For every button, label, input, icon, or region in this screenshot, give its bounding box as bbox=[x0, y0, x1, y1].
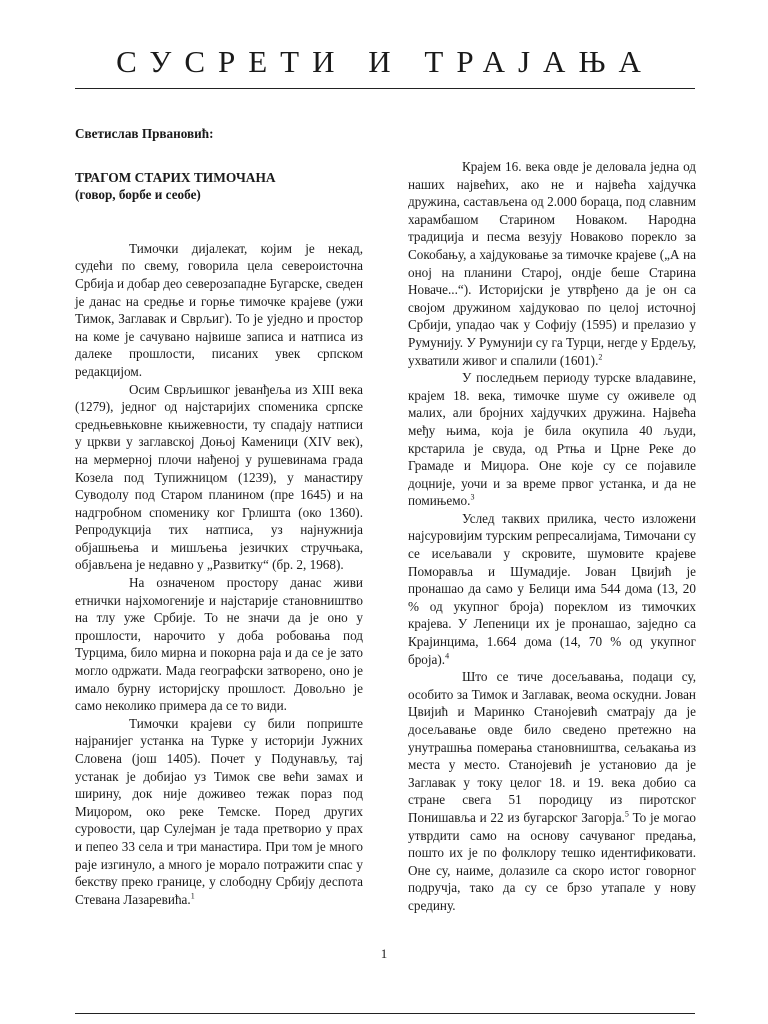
right-column bbox=[408, 158, 696, 915]
article-subtitle: (говор, борбе и сеобе) bbox=[75, 187, 201, 203]
paragraph: Што се тиче досељавања, подаци су, особито за Тимок и Заглавак, веома оскудни. Јован Цвијић и Маринко Станојевић сматрају да је досељавање овде било сведено претежно на унутрашња померања становништва, сељакања из места у место. Станојевић је установио да је Заглавак у току целог 18. и 19. века добио са стране свега 51 породицу из пиротског Понишавља и 22 из бугарског Загорја.$^5$ То је могао утврдити само на основу сачуваног предања, пошто их је по фолклору тешко идентификовати. Оне су, наиме, долазиле са скоро истог говорног подручја, тако да су се брзо утапале у нову средину. bbox=[408, 669, 696, 913]
journal-header-title: СУСРЕТИ И ТРАЈАЊА bbox=[116, 44, 654, 79]
page-number: 1 bbox=[380, 946, 388, 961]
paragraph: Осим Сврљишког јеванђеља из XIII века (1279), једног од најстаријих споменика српске средњевњковне књижевности, ту спадају натписи у цркви у заглавској Доњој Каменици (XIV век), на мермерној плочи нађеној у рушевинама града Козела под Тупижницом (1239), у манастиру Суводолу под Старом планином (пре 1645) и на надгробном споменику ког Грлишта (око 1360). Репродукција тих натписа, уз најнужнија објашњења и мишљења језичких стручњака, објављена је недавно у „Развитку“ (бр. 2, 1968). bbox=[75, 381, 363, 573]
author-name: Светислав Првановић: bbox=[75, 126, 214, 141]
footnote-ref[interactable]: 4 bbox=[445, 651, 450, 661]
footnote-ref[interactable]: 1 bbox=[190, 891, 195, 901]
paragraph: На означеном простору данас живи етнички најхомогеније и најстарије становништво на тлу уже Србије. То не значи да је оно у прошлости, нарочито у доба робовања под Турцима, било мирна и покорна раја и да се је зато могло одржати. Мада географски затворено, оно је имало бурну историјску прошлост. Довољно је само неколико примера да се то види. bbox=[75, 575, 363, 714]
paragraph: У последњем периоду турске владавине, крајем 18. века, тимочке шуме су оживеле од малих, али бројних хајдучких дружина. Највећа међу њима, која је била окупила 40 људи, крстарила је свуда, од Ртња и Црне Реке до Грамаде и Миџора. Оне које су се појавиле доцније, уочи и за време првог устанка, и да не помињемо.$^3$ bbox=[408, 370, 696, 509]
header-divider bbox=[75, 88, 695, 89]
footnote-ref[interactable]: 2 bbox=[598, 352, 603, 362]
paragraph: Тимочки дијалекат, којим је некад, судећи по свему, говорила цела североисточна Србија и добар део северозападне Бугарске, сведен је данас на средње и горње тимочке крајеве (ужи Тимок, Заглавак и Сврљиг). То је уједно и простор на коме је сачувано највише записа и натписа из далеке прошлости, писаних увек српском редакцијом. bbox=[75, 240, 363, 379]
footnote-ref[interactable]: 3 bbox=[470, 492, 475, 502]
paragraph: Услед таквих прилика, често изложени најсуровијим турским репресалијама, Тимочани су се исељавали у скровите, шумовите крајеве Поморавља и Шумадије. Јован Цвијић је пронашао да само у Белици има 544 дома (13, 20 % од укупног броја) пореклом из тимочких крајева. У Лепеници их је пронашао, заједно са Крајинцима, 1.664 дома (14, 70 % од укупног броја).$^4$ bbox=[408, 510, 696, 667]
left-column bbox=[75, 125, 363, 908]
footer-divider bbox=[75, 1013, 695, 1014]
paragraph: Крајем 16. века овде је деловала једна од наших највећих, ако не и највећа хајдучка дружина, састављена од 2.000 бораца, под славним харамбашом Старином Новаком. Народна традиција и песма везују Новаково порекло за Сокобању, а хајдуковање за тимочке крајеве („А на оној на планини Старој, ондје беше Старина Новаче...“). Историјски је утврђено да је он са својом дружином хајдуковао по целој источној Србији, упадао чак у Софију (1595) и прелазио у Румунију. У Румунији су га Турци, негде у Ердељу, ухватили живог и спалили (1601).$^2$ bbox=[408, 159, 696, 368]
article-title: ТРАГОМ СТАРИХ ТИМОЧАНА bbox=[75, 169, 276, 185]
footnote-ref[interactable]: 5 bbox=[624, 809, 629, 819]
paragraph: Тимочки крајеви су били поприште најранијег устанка на Турке у историји Јужних Словена (још 1405). Почет у Подунављу, тај устанак је добијао уз Тимок све већи замах и ширину, док није доживео тежак пораз под Миџором, око реке Темске. Поред других суровости, цар Сулејман је тада претворио у прах и пепео 33 села и три манастира. При том је много раје изгинуло, а много је морало потражити спас у бекству преко границе, у слободну Србију деспота Стевана Лазаревића.$^1$ bbox=[75, 715, 363, 907]
